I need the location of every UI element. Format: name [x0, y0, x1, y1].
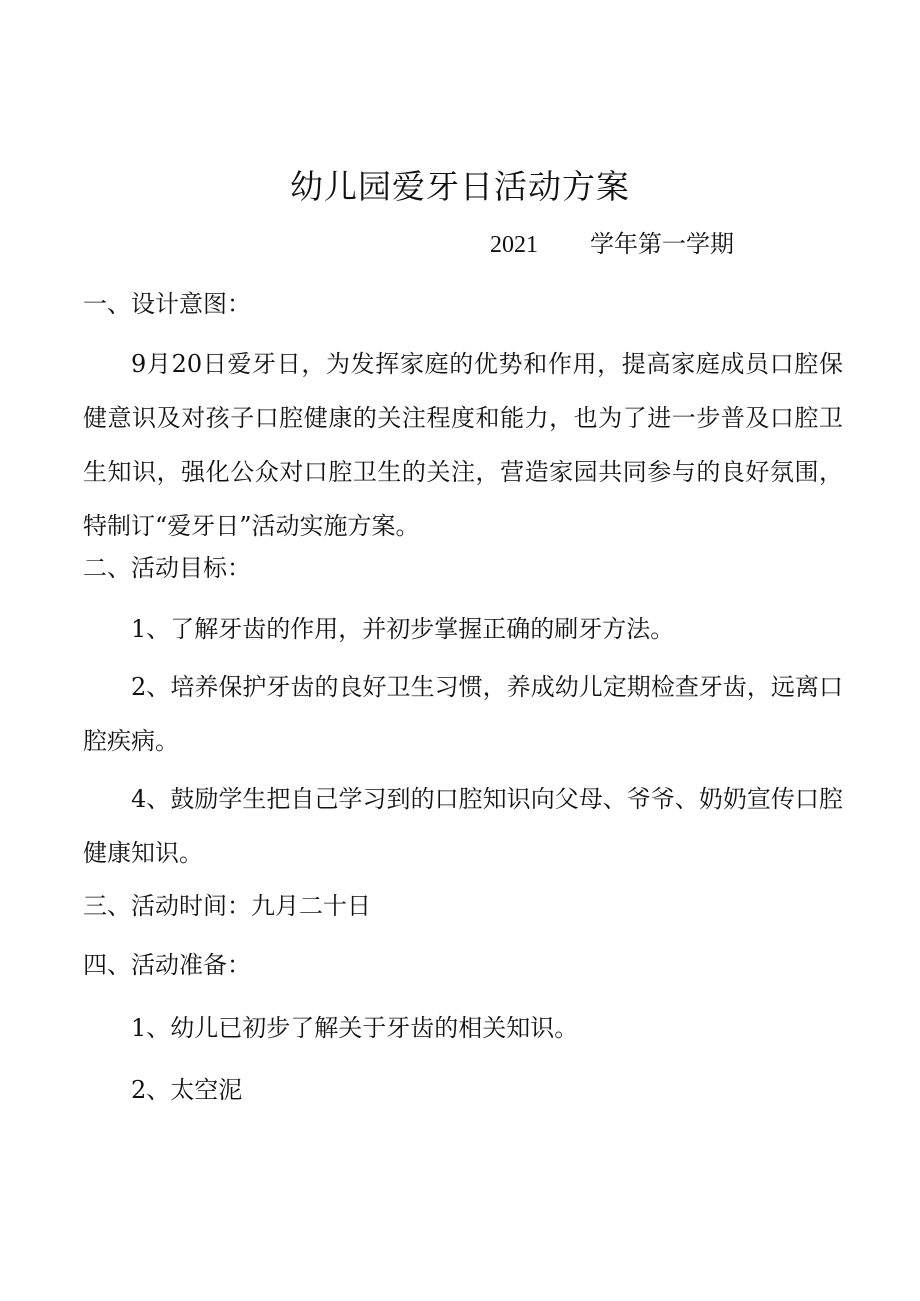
goal-item-4: 4、鼓励学生把自己学习到的口腔知识向父母、爷爷、奶奶宣传口腔健康知识。 [83, 785, 843, 867]
section-heading-preparation: 四、活动准备： [83, 951, 251, 979]
term-year: 2021 [490, 232, 538, 258]
design-intent-paragraph: 9月20日爱牙日，为发挥家庭的优势和作用，提高家庭成员口腔保健意识及对孩子口腔健康的关注程度和能力，也为了进一步普及口腔卫生知识，强化公众对口腔卫生的关注，营造家园共同参与的良好氛围，特制订“爱牙日”活动实施方案。 [83, 350, 843, 540]
document-title: 幼儿园爱牙日活动方案 [290, 167, 630, 206]
term-line [490, 228, 734, 261]
prep-item-2: 2、太空泥 [131, 1076, 243, 1104]
prep-item-1: 1、幼儿已初步了解关于牙齿的相关知识。 [131, 1014, 579, 1042]
goal-item-1: 1、了解牙齿的作用，并初步掌握正确的刷牙方法。 [131, 615, 675, 643]
section-heading-goals: 二、活动目标： [83, 554, 251, 582]
section-heading-time: 三、活动时间：九月二十日 [83, 892, 371, 920]
goal-item-2: 2、培养保护牙齿的良好卫生习惯，养成幼儿定期检查牙齿，远离口腔疾病。 [83, 673, 843, 755]
section-heading-design-intent: 一、设计意图： [83, 290, 251, 318]
term-text: 学年第一学期 [590, 230, 734, 258]
